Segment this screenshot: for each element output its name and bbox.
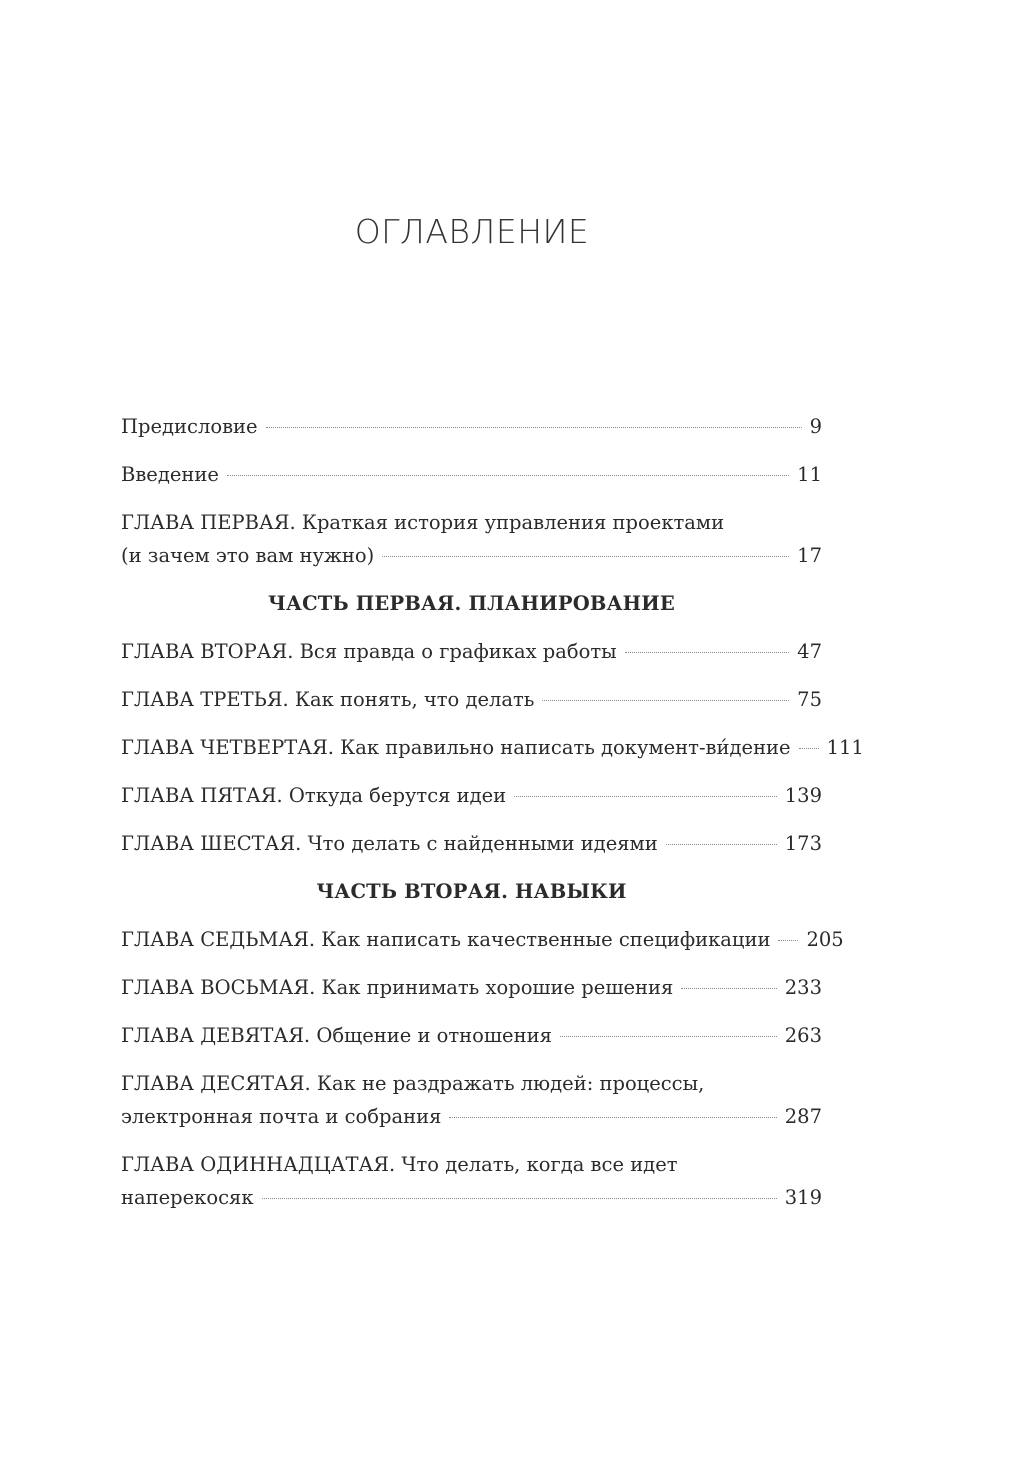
toc-entry[interactable] (121, 635, 822, 668)
toc-entry-title-line: ГЛАВА ДЕВЯТАЯ. Общение и отношения (121, 1024, 552, 1047)
dot-leader (666, 844, 777, 845)
toc-entry[interactable] (121, 731, 864, 764)
toc-entry[interactable] (121, 779, 822, 812)
dot-leader (778, 940, 798, 941)
page-number: 9 (809, 415, 822, 438)
toc-entry-title-line: электронная почта и собрания (121, 1105, 442, 1128)
part-heading: ЧАСТЬ ВТОРАЯ. НАВЫКИ (316, 880, 627, 903)
page-title: ОГЛАВЛЕНИЕ (354, 212, 590, 251)
toc-entry[interactable] (121, 683, 822, 716)
table-of-contents (121, 410, 864, 1229)
toc-entry[interactable] (121, 1148, 822, 1214)
toc-entry[interactable] (121, 506, 822, 572)
dot-leader (542, 700, 789, 701)
toc-entry[interactable] (121, 1067, 822, 1133)
toc-entry[interactable] (121, 827, 822, 860)
toc-entry-title-line: ГЛАВА ПЕРВАЯ. Краткая история управления проектами (121, 511, 725, 534)
page-number: 11 (797, 463, 822, 486)
dot-leader (449, 1117, 776, 1118)
dot-leader (262, 1198, 777, 1199)
dot-leader (799, 748, 819, 749)
page-number: 233 (784, 976, 822, 999)
page-number: 173 (784, 832, 822, 855)
toc-entry-title-line: наперекосяк (121, 1186, 254, 1209)
toc-entry[interactable] (121, 923, 844, 956)
dot-leader (382, 556, 789, 557)
toc-entry-title-line: ГЛАВА ВТОРАЯ. Вся правда о графиках работы (121, 640, 617, 663)
page-number: 205 (806, 928, 844, 951)
page-number: 17 (797, 544, 822, 567)
page-number: 319 (784, 1186, 822, 1209)
toc-entry-title-line: ГЛАВА ТРЕТЬЯ. Как понять, что делать (121, 688, 535, 711)
page-number: 75 (797, 688, 822, 711)
part-heading: ЧАСТЬ ПЕРВАЯ. ПЛАНИРОВАНИЕ (268, 592, 675, 615)
page-number: 287 (784, 1105, 822, 1128)
dot-leader (560, 1036, 777, 1037)
dot-leader (681, 988, 776, 989)
toc-entry[interactable] (121, 410, 822, 443)
dot-leader (625, 652, 789, 653)
dot-leader (514, 796, 777, 797)
page-number: 47 (797, 640, 822, 663)
toc-entry-title-line: (и зачем это вам нужно) (121, 544, 375, 567)
toc-entry-title-line: ГЛАВА ОДИННАДЦАТАЯ. Что делать, когда все идет (121, 1153, 678, 1176)
toc-entry-title-line: Предисловие (121, 415, 258, 438)
toc-entry-title-line: ГЛАВА ВОСЬМАЯ. Как принимать хорошие решения (121, 976, 674, 999)
page-number: 139 (784, 784, 822, 807)
page-number: 263 (784, 1024, 822, 1047)
toc-entry-title-line: ГЛАВА СЕДЬМАЯ. Как написать качественные спецификации (121, 928, 771, 951)
toc-entry[interactable] (121, 1019, 822, 1052)
toc-entry-title-line: Введение (121, 463, 219, 486)
toc-entry[interactable] (121, 971, 822, 1004)
toc-entry-title-line: ГЛАВА ЧЕТВЕРТАЯ. Как правильно написать документ-ви́дение (121, 736, 791, 759)
page-number: 111 (826, 736, 864, 759)
toc-entry-title-line: ГЛАВА ДЕСЯТАЯ. Как не раздражать людей: процессы, (121, 1072, 705, 1095)
dot-leader (227, 475, 789, 476)
toc-entry-title-line: ГЛАВА ШЕСТАЯ. Что делать с найденными идеями (121, 832, 658, 855)
toc-entry[interactable] (121, 458, 822, 491)
dot-leader (266, 427, 802, 428)
toc-entry-title-line: ГЛАВА ПЯТАЯ. Откуда берутся идеи (121, 784, 507, 807)
